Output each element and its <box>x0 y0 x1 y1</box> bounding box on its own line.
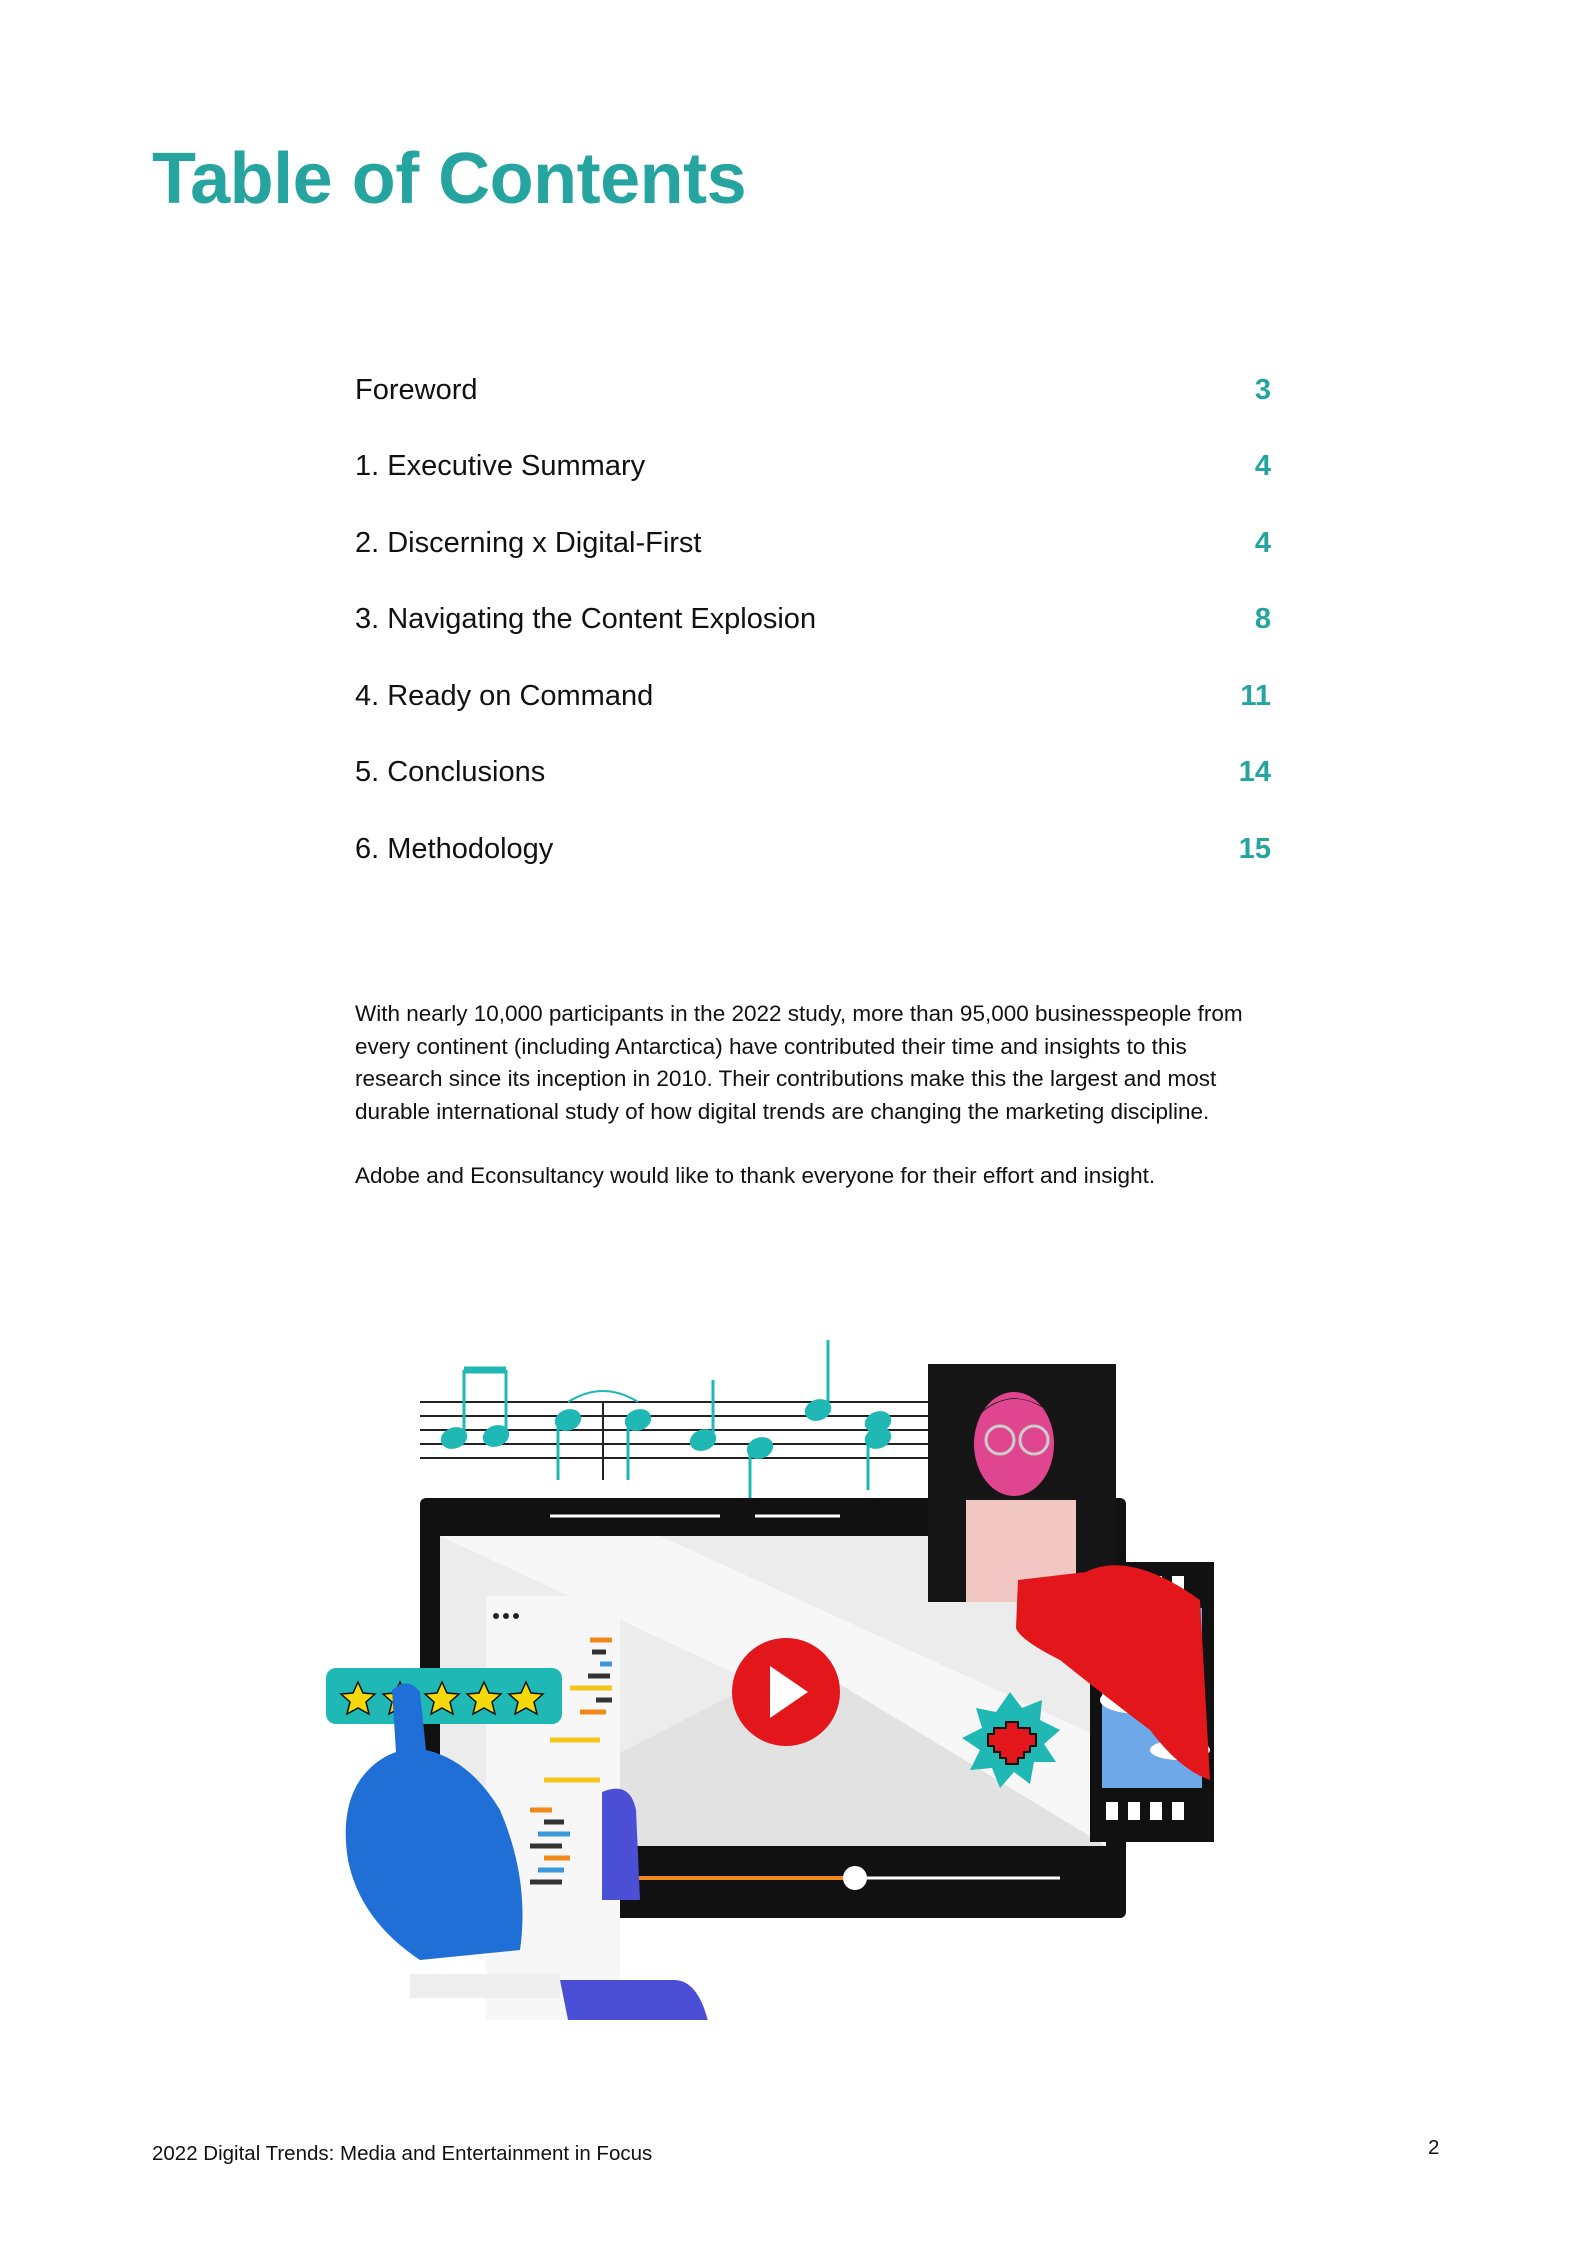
toc-entry-page-number: 3 <box>1254 373 1271 406</box>
media-illustration <box>300 1340 1320 2020</box>
toc-entry-page-number: 8 <box>1254 603 1271 636</box>
page-number: 2 <box>1428 2136 1440 2159</box>
toc-entry-conclusions[interactable] <box>355 735 1271 812</box>
intro-paragraph: Adobe and Econsultancy would like to thank everyone for their effort and insight. <box>355 1163 1156 1188</box>
toc-entry-executive-summary[interactable] <box>355 429 1271 506</box>
toc-entry-page-number: 15 <box>1238 832 1271 865</box>
toc-entry-label: 5. Conclusions <box>355 756 546 789</box>
intro-text <box>355 998 1275 1225</box>
footer-title: 2022 Digital Trends: Media and Entertainment in Focus <box>152 2142 653 2165</box>
toc-entry-methodology[interactable] <box>355 811 1271 888</box>
toc-entry-content-explosion[interactable] <box>355 582 1271 659</box>
toc-entry-label: 3. Navigating the Content Explosion <box>355 603 817 636</box>
portrait-photo-icon <box>928 1364 1116 1602</box>
music-notes-icon <box>420 1340 928 1500</box>
toc-entry-label: 1. Executive Summary <box>355 450 646 483</box>
table-of-contents <box>355 352 1271 888</box>
toc-entry-discerning-digital-first[interactable] <box>355 505 1271 582</box>
toc-entry-page-number: 4 <box>1254 450 1271 483</box>
five-stars-icon[interactable] <box>326 1668 562 1724</box>
page-title: Table of Contents <box>152 139 747 219</box>
toc-entry-label: 4. Ready on Command <box>355 679 654 712</box>
toc-entry-label: 2. Discerning x Digital-First <box>355 526 702 559</box>
toc-entry-ready-on-command[interactable] <box>355 658 1271 735</box>
intro-paragraph: With nearly 10,000 participants in the 2022 study, more than 95,000 businesspeople from every continent (including Antarctica) have contributed their time and insights to this research since its inception in 2010. Their contributions make this the largest and most durable international study of how digital trends are changing the marketing discipline. <box>355 1001 1243 1124</box>
toc-entry-page-number: 4 <box>1254 526 1271 559</box>
toc-entry-label: 6. Methodology <box>355 832 554 865</box>
toc-entry-page-number: 11 <box>1240 679 1271 712</box>
toc-entry-label: Foreword <box>355 373 478 406</box>
toc-entry-foreword[interactable] <box>355 352 1271 429</box>
play-button-icon[interactable] <box>732 1638 840 1746</box>
toc-entry-page-number: 14 <box>1238 756 1271 789</box>
